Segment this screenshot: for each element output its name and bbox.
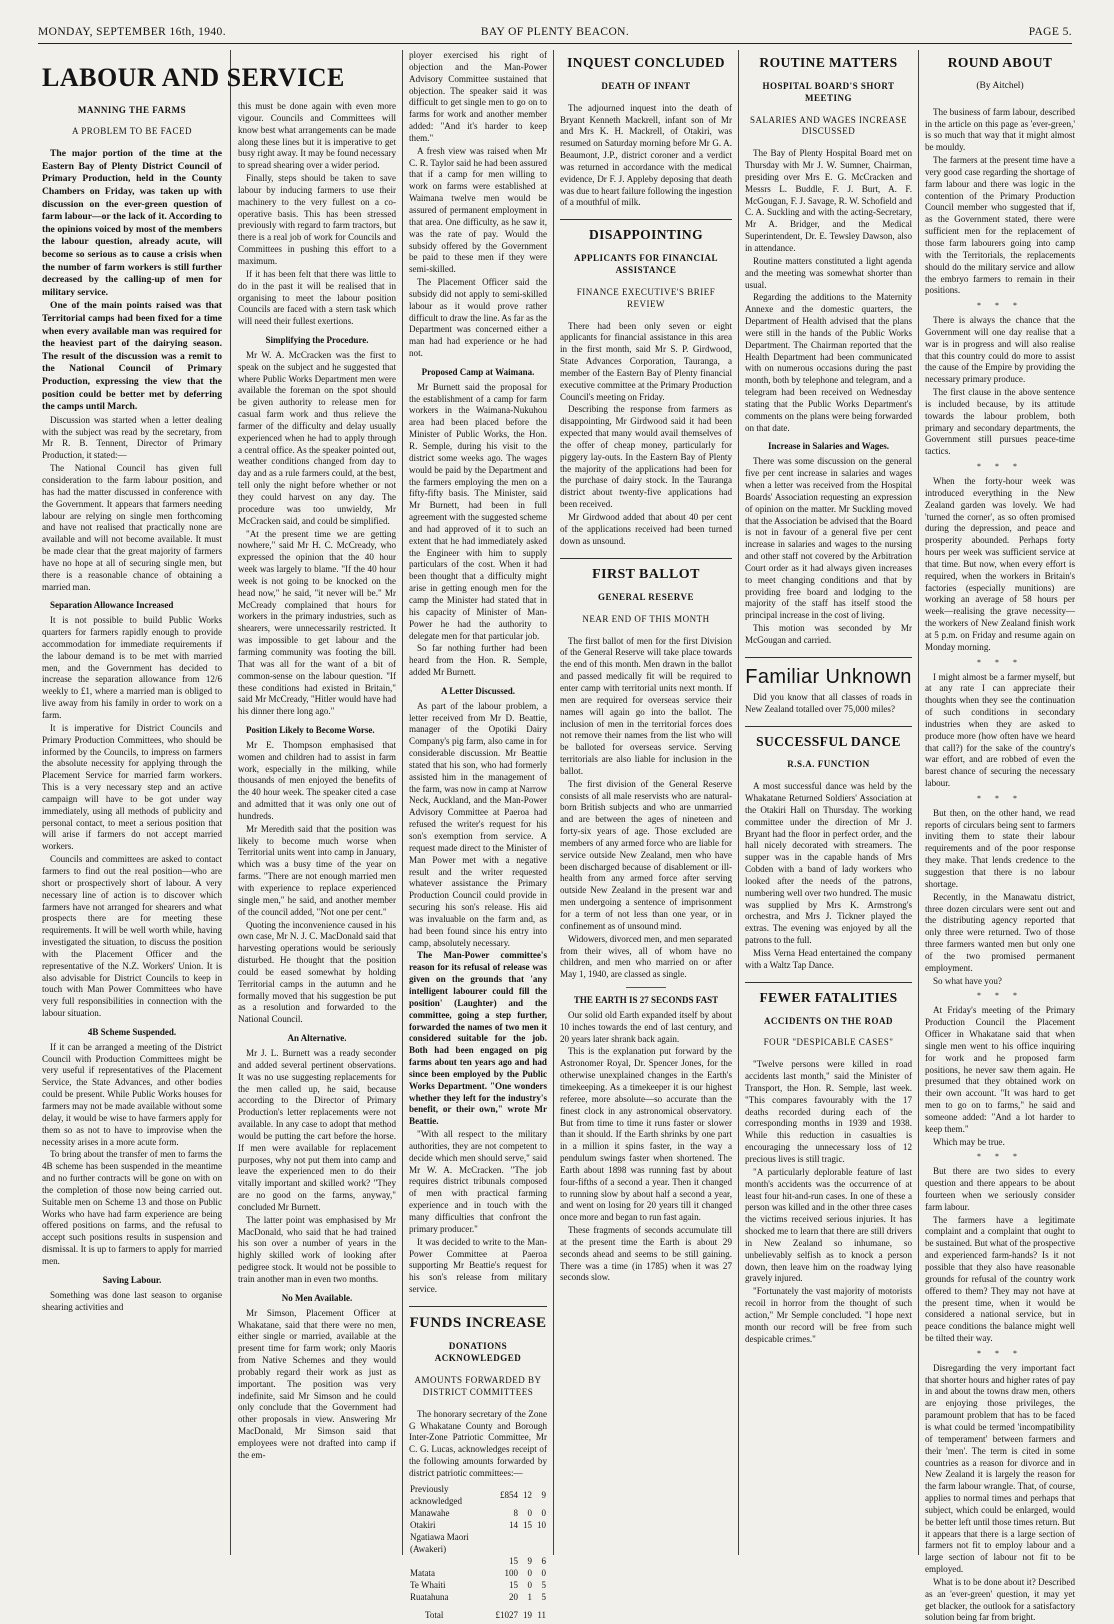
funds-subheading: DONATIONS ACKNOWLEDGED (434, 1341, 522, 1364)
funds-row (409, 1483, 547, 1507)
page-number: PAGE 5. (1028, 26, 1072, 38)
funds-shillings-cell (519, 1531, 533, 1555)
article-paragraph: Regarding the additions to the Maternity Annexe and the domestic quarters, the Department of Health advised that the plans were still in the hands of the Public Works Department. The Chairman reported that the Health Department had been communicated with on numerous occasions during the past month, both by telephone and telegram, and a telegram had been received on Wednesday stating that the Public Works Department's comments on the plans were being forwarded on that date. (745, 292, 912, 433)
article-paragraph: Widowers, divorced men, and men separated from their wives, all of whom have no children, and men who married on or after May 1, 1940, are classed as single. (560, 933, 732, 980)
article-paragraph: The first ballot of men for the first Division of the General Reserve will take place towards the end of this month. Men drawn in the ballot and passed medically fit will be required to enter camp with territorial units next month. If men are required for overseas service their names will again go into the ballot. The inclusion of men in the territorial forces does not remove their names from the list who will be balloted for overseas service. Serving territorials are also liable for inclusion in the ballot. (560, 635, 732, 776)
article-paragraph: Mr W. A. McCracken was the first to speak on the subject and he suggested that where Public Works Department men were available the foreman on the spot should be given authority to release men for casual farm work and thus relieve the farmer of the difficulty and delay usually experienced when he had to apply through a central office. As the speaker pointed out, weather conditions changed from day to day and as a rule farmers could, at the best, tell only the night before whether or not they could harvest on any day. The procedure was too unwieldy, Mr McCracken said, and could be simplified. (238, 349, 396, 526)
column-5 (745, 50, 912, 1560)
masthead (38, 26, 1072, 44)
fewer-subheading: ACCIDENTS ON THE ROAD (763, 1015, 894, 1026)
funds-pence-cell: 5 (541, 1591, 546, 1602)
column-rule (738, 50, 739, 1555)
funds-shillings-cell: 1 (527, 1591, 532, 1602)
funds-shillings-cell: 12 (523, 1489, 532, 1500)
article-paragraph: "At the present time we are getting nowhere," said Mr H. C. McCready, who expressed the opinion that the 40 hour week was largely to blame. "If the 40 hour week is not going to be knocked on the head now," he said, "it never will be." Mr McCready complained that hours for workers in the primary industries, such as shearers, were unnecessarily restricted. It was impossible to get labour and the farming community was footing the bill. That was all for the want of a bit of common-sense on the labour question. "If these conditions had existed in Britain," said Mr McCready, "Hitler would have had his dinner there long ago." (238, 528, 396, 717)
article-paragraph-bold: The Man-Power committee's reason for its refusal of release was given on the grounds that 'any intelligent labourer could fill the position' (Laughter) and the committee, going a step further, forwarded the names of two men it considered suitable for the job. Both had been engaged on pig farms about ten years ago and had since been employed by the Public Works Department. "One wonders whether they left for the industry's benefit, or their own," wrote Mr Beattie. (409, 950, 547, 1127)
funds-label-cell: Previously acknowledged (410, 1483, 462, 1506)
funds-pence-cell: 5 (541, 1579, 546, 1590)
article-paragraph: To bring about the transfer of men to farms the 4B scheme has been suspended in the meantime and no further contracts will be gone on with on the completion of those now being carried out. Suitable men on Scheme 13 and those on Public Works who have had farm experience are being offered positions on farms, and the refusal to accept such positions results in suspension and dismissal. It is up to farmers to apply for married men. (42, 1149, 222, 1266)
stars-divider: * * * (977, 991, 1023, 1001)
side-heading: An Alternative. (287, 1033, 347, 1044)
side-heading: Separation Allowance Increased (50, 600, 174, 611)
article-paragraph: Mr J. L. Burnett was a ready seconder and added several pertinent observations. It was no use suggesting replacements for the men called up, he said, because according to the Director of Primary Production's letter replacements were not available. In any case to adopt that method would be putting the cart before the horse. If men were available for replacement purposes, why not put them into camp and leave the experienced men to do their vitally important and skilled work? "They are no good on the farms, anyway," concluded Mr Burnett. (238, 1047, 396, 1212)
funds-pence-cell: 11 (537, 1609, 546, 1620)
column-3 (409, 50, 547, 1620)
article-paragraph: ployer exercised his right of objection and the Man-Power Advisory Committee sustained that objection. The speaker said it was difficult to get single men to go on to farms for work and another member added: "And it's harder to keep them." (409, 50, 547, 143)
funds-pence-cell: 9 (541, 1489, 546, 1500)
side-heading: Position Likely to Become Worse. (246, 725, 375, 736)
article-paragraph: The Placement Officer said the subsidy did not apply to semi-skilled labour as it would prove rather difficult to draw the line. As far as the Department was concerned either a man had had experience or he had not. (409, 277, 547, 359)
section-divider (560, 219, 732, 220)
section-divider (745, 657, 912, 658)
funds-table (409, 1483, 547, 1621)
funds-pounds-cell: £854 (500, 1489, 518, 1500)
funds-pounds-cell (495, 1531, 520, 1555)
article-paragraph: Did you know that all classes of roads in New Zealand totalled over 75,000 miles? (745, 691, 912, 714)
round-headline: ROUND ABOUT (947, 55, 1053, 70)
article-paragraph: "Fortunately the vast majority of motorists recoil in horror from the thought of such action," Mr Semple concluded. "I hope next month our record will be free from such despicable crimes." (745, 1286, 912, 1344)
article-paragraph: It is not possible to build Public Works quarters for farmers rapidly enough to provide accommodation for immediate requirements if the labour demand is to be met with married men, and the Government has decided to increase the separation allowance from 12/6 weekly to £1, where a married man is obliged to live away from his family in order to work on a farm. (42, 615, 222, 720)
article-paragraph: But then, on the other hand, we read reports of circulars being sent to farmers inviting them to state their labour requirements and of the poor response they make. That lends credence to the suggestion that there is no labour shortage. (925, 807, 1075, 889)
article-paragraph: Councils and committees are asked to contact farmers to find out the real position—who are short or prospectively short of labour. A very necessary line of action is to discover which farmers have not arranged for shearers and what prospects there are for meeting these requirements. It will be well worth while, having investigated the situation, to discuss the position with the Placement Officer and the representative of the N.Z. Workers' Union. It is also advisable for District Councils to keep in touch with Man Power Committees who have very full responsibilities in connection with the labour situation. (42, 854, 222, 1019)
funds-pence-cell: 6 (541, 1555, 546, 1566)
side-heading: A Letter Discussed. (440, 685, 516, 696)
routine-subheading-2: SALARIES AND WAGES INCREASE DISCUSSED (749, 114, 908, 137)
funds-pounds-cell: 15 (509, 1555, 518, 1566)
funds-shillings-cell: 0 (527, 1567, 532, 1578)
article-paragraph: If it can be arranged a meeting of the District Council with Production Committees might be very useful if representatives of the Placement Service, the State Advances, and other bodies could be present. While Public Works houses for farmers may not be made available without some delay, it would be wise to have farmers apply for them so as not to have to improvise when the necessity arises in a more acute form. (42, 1041, 222, 1147)
stars-divider: * * * (977, 1348, 1023, 1358)
article-paragraph: As part of the labour problem, a letter received from Mr D. Beattie, manager of the Opotiki Dairy Company's pig farm, also came in for considerable discussion. Mr Beattie stated that his son, who had formerly assisted him in the management of the farm, was now in camp at Narrow Neck, Auckland, and the Man-Power Advisory Committee at Paeroa had refused the writer's request for his son's exemption from service. A request made direct to the Minister of Man Power met with a negative result and the writer requested whatever assistance the Primary Production Council could provide in securing his son's release. His aid was invaluable on the farm and, as had been found since his entry into camp, absolutely necessary. (409, 700, 547, 948)
article-paragraph: Mr Girdwood added that about 40 per cent of the applications received had been turned down as unsound. (560, 512, 732, 546)
funds-label-cell: Ngatiawa Maori (Awakeri) (410, 1531, 469, 1554)
article-paragraph: Disregarding the very important fact that shorter hours and higher rates of pay in and about the towns draw men, others are enjoying those privileges, the paramount problem that has to be faced is what could be termed 'incompatibility of temperament' between farmers and their 'men'. The term is cited in some countries as a reason for divorce and in New Zealand it is largely the reason for the farm labour wrangle. That, of course, applies to normal times and perhaps that subject, which could be enlarged, would be better left until those times return. But it appears that there is a large section of farmers not fit to employ labour and a large section of labour not fit to be employed. (925, 1362, 1076, 1575)
article-paragraph: But there are two sides to every question and there appears to be about fourteen when we seriously consider farm labour. (925, 1166, 1075, 1212)
article-paragraph: this must be done again with even more vigour. Councils and Committees will know best what arrangements can be made along these lines but it is imperative to get busy right away. It may be found necessary to spread shearing over a wider period. (238, 101, 396, 171)
section-divider (745, 982, 912, 983)
article-paragraph: There had been only seven or eight applicants for financial assistance in this area in the first month, said Mr S. P. Girdwood, State Advances Corporation, Tauranga, a member of the Eastern Bay of Plenty financial executive committee at the Primary Production Council's meeting on Friday. (560, 320, 732, 402)
article-paragraph: Mr Meredith said that the position was likely to become much worse when Territorial units went into camp in January, which was a busy time of the year on farms. "There are not enough married men with experience to replace experienced single men," he said, and another member of the council added, "Not one per cent." (238, 823, 396, 917)
article-paragraph: If it has been felt that there was little to do in the past it will be realised that in organising to meet the labour position Councils are faced with a stern task which will need their fullest exertions. (238, 268, 396, 327)
labour-lead-paragraph-2: One of the main points raised was that Territorial camps had been fixed for a time when every available man was required for the heaviest part of the dairying season. The result of the discussion was a remit to the National Council of Primary Production, expressing the view that the position could be better met by deferring the camps until March. (42, 300, 222, 413)
article-paragraph: When the forty-hour week was introduced everything in the New Zealand garden was lovely. We had 'turned the corner', as so often promised during the depression, and peace and prosperity abounded. Perhaps forty hours per week was sufficient service at that time. But now, when every effort is required, when the workers in Britain's factories (especially munitions) are working an average of 58 hours per week—realising the grave necessity—the workers of New Zealand finish work at 5 p.m. on Friday and resume again on Monday morning. (925, 476, 1075, 652)
funds-pence-cell (533, 1531, 547, 1555)
fewer-headline: FEWER FATALITIES (759, 989, 898, 1005)
article-paragraph: A most successful dance was held by the Whakatane Returned Soldiers' Association at the Otakiri Hall on Thursday. The working committee under the direction of Mr J. Bryant had the floor in perfect order, and the hall nicely decorated with streamers. The supper was in the capable hands of Mrs Cobden with a band of lady workers who looked after the needs of the patrons, numbering well over two hundred. The music was supplied by Mrs K. Armstrong's orchestra, and Mrs J. Tickner played the extras. The evening was enjoyed by all the patrons to the full. (745, 781, 912, 946)
article-paragraph: The honorary secretary of the Zone G Whakatane County and Borough Inter-Zone Patriotic Committee, Mr C. G. Lucas, acknowledges receipt of the following amounts forwarded by district patriotic committees:— (409, 1408, 547, 1478)
column-2 (238, 101, 396, 1611)
article-paragraph: There is always the chance that the Government will one day realise that a war is in progress and will also realise that this country could do more to assist the cause of the Empire by providing the necessary primary produce. (925, 315, 1075, 385)
labour-headline: LABOUR AND SERVICE (42, 63, 345, 92)
side-heading: Saving Labour. (102, 1274, 162, 1285)
funds-row (409, 1507, 547, 1519)
funds-pounds-cell: £1027 (495, 1609, 518, 1620)
funds-row (409, 1555, 547, 1567)
article-paragraph: This is the explanation put forward by the Astronomer Royal, Dr. Spencer Jones, for the otherwise unexplained changes in the Earth's timekeeping. As a timekeeper it is our highest referee, more absolute—so accurate than the finest clock in any astronomical observatory. But from time to time it runs faster or slower than it should. If the Earth shrinks by one part in a million it spins faster, in the way a pendulum swings faster when shortened. The Earth about 1898 was running fast by about four-fifths of a second a year. Then it changed to running slow by about half a second a year, and went on losing for 20 years till it changed once more and began to run fast again. (560, 1046, 732, 1223)
byline: (By Aitchel) (976, 80, 1024, 91)
article-paragraph: At Friday's meeting of the Primary Production Council the Placement Officer in Whakatane said that when single men went to his office inquiring for work and he proposed farm positions, he never saw them again. He presumed that they obtained work on their own account. "It was hard to get men to go on to farms," he said and someone added: "And a lot harder to keep them." (925, 1005, 1075, 1134)
column-4 (560, 50, 732, 1560)
disappointing-subheading: APPLICANTS FOR FINANCIAL ASSISTANCE (573, 253, 718, 275)
funds-shillings-cell: 9 (527, 1555, 532, 1566)
funds-row (409, 1567, 547, 1579)
article-paragraph: Recently, in the Manawatu district, three dozen circulars were sent out and the distributing agency reported that only three were returned. Two of those three farmers wanted men but only one of the two promised permanent employment. (925, 891, 1075, 973)
funds-row (409, 1579, 547, 1591)
article-paragraph: The adjourned inquest into the death of Bryant Kenneth Mackrell, infant son of Mr and Mrs K. H. Mackrell, of Otakiri, was resumed on Saturday morning before Mr G. A. Beaumont, J.P., district coroner and a verdict was returned in accordance with the medical evidence, Dr F. J. Appleby deposing that death was due to heart failure following the ingestion of a mouthful of milk. (560, 102, 732, 208)
article-paragraph: So what have you? (933, 975, 1002, 986)
column-rule (402, 50, 403, 1555)
side-heading: Increase in Salaries and Wages. (768, 441, 889, 452)
dance-headline: SUCCESSFUL DANCE (756, 733, 901, 749)
article-paragraph: What is to be done about it? Described as an 'ever-green' question, it may yet get blacker, the outlook for a satisfactory solution being far from bright. (925, 1576, 1075, 1623)
section-divider (745, 726, 912, 727)
column-rule (553, 50, 554, 1555)
article-paragraph: It is imperative for District Councils and Primary Production Committees, who should be informed by the Councils, to impress on farmers the absolute necessity for applying through the Placement Service for married farm workers. This is a very necessary step and an active campaign will have to be got under way immediately, using all methods of publicity and personal contact, to meet a serious position that will arise if farmers do not accept married workers. (42, 722, 222, 852)
article-paragraph: Finally, steps should be taken to save labour by inducing farmers to use their machinery to the very fullest on a co-operative basis. This has been stressed previously with regard to farm tractors, but there is a real job of work for Councils and Committees in pushing this effort to a maximum. (238, 173, 396, 266)
funds-label-cell: Total (425, 1609, 444, 1620)
section-divider (409, 1306, 547, 1307)
funds-shillings-cell: 15 (523, 1519, 532, 1530)
article-paragraph: Discussion was started when a letter dealing with the subject was read by the secretary, from Mr R. B. Tennent, Director of Primary Production, it stated:— (42, 414, 222, 461)
article-paragraph: The farmers at the present time have a very good case regarding the shortage of farm labour and there was logic in the contention of the Primary Production Council member who suggested that if, as the Government stated, there were sufficient men for the replacement of those farm labourers going into camp with the Territorials, the replacements should do the military service and allow the embryo farmers to remain in their positions. (925, 155, 1075, 296)
funds-row (409, 1531, 547, 1555)
funds-pounds-cell: 100 (504, 1567, 518, 1578)
side-heading: THE EARTH IS 27 SECONDS FAST (573, 995, 719, 1006)
short-divider (626, 987, 666, 988)
article-paragraph: I might almost be a farmer myself, but at any rate I can appreciate their thoughts when they see the continuation of such conditions in secondary industries when they are asked to produce more (how often have we heard that call?) for the sake of the country's war effort, and are robbed of even the barest chance of securing the necessary labour. (925, 671, 1075, 789)
article-paragraph: Describing the response from farmers as disappointing, Mr Girdwood said it had been expected that many would avail themselves of the offer of cheap money, particularly for piggery lay-outs. In the Eastern Bay of Plenty the majority of the applications had been for the purchase of dairy stock. In the Tauranga district about twenty-five applications had been received. (560, 404, 732, 510)
labour-lead-paragraph: The major portion of the time at the Eastern Bay of Plenty District Council of Primary Production, held in the County Chambers on Friday, was taken up with discussion on the ever-green question of farm labour—or the lack of it. According to the opinions voiced by most of the members the labour question, already acute, will become so serious as to cause a crisis when the number of farm workers is still further decreased by the calling-up of men for military service. (42, 148, 222, 298)
routine-headline: ROUTINE MATTERS (759, 55, 898, 70)
side-heading: No Men Available. (281, 1292, 353, 1303)
article-paragraph: Mr Simson, Placement Officer at Whakatane, said that there were no men, either single or married, available at the present time for farm work; only Maoris from Native Schemes and they would probably regard their work as just as important. The position was very indefinite, said Mr Simson and he could only conclude that the Government had other proposals in view. Answering Mr MacDonald, Mr Simson said that employees were not drafted into camp if the em- (238, 1307, 396, 1460)
stars-divider: * * * (977, 1152, 1023, 1162)
side-heading: Simplifying the Procedure. (265, 335, 369, 346)
funds-pounds-cell: 15 (509, 1579, 518, 1590)
funds-label-cell: Otakiri (410, 1519, 436, 1530)
funds-label-cell: Manawahe (410, 1507, 450, 1518)
side-heading: Proposed Camp at Waimana. (421, 366, 535, 377)
article-paragraph: So far nothing further had been heard from the Hon. R. Semple, added Mr Burnett. (409, 643, 547, 678)
article-paragraph: Quoting the inconvenience caused in his own case, Mr N. J. C. MacDonald said that harvesting operations would be seriously disturbed. He thought that the position could be eased somewhat by holding Territorial camps in the autumn and he formally moved that his suggestion be put as a resolution and forwarded to the National Council. (238, 919, 396, 1025)
funds-subheading-2: AMOUNTS FORWARDED BY DISTRICT COMMITTEES (414, 1375, 542, 1397)
side-heading: 4B Scheme Suspended. (87, 1026, 177, 1037)
article-paragraph: Mr Burnett said the proposal for the establishment of a camp for farm workers in the Waimana-Nukuhou area had been placed before the Minister of Public Works, the Hon. R. Semple, during his visit to the district some weeks ago. The wages would be paid by the Department and the farmers employing the men on a fifty-fifty basis. The Minister, said Mr Burnett, had been in full agreement with the suggested scheme and had approved of it to such an extent that he had immediately asked the Engineer with him to supply particulars of the cost. When it had been thought that a difficulty might arise in getting enough men for the camp the Minister had stated that in his capacity of Minister of Man-Power he had the authority to delegate men for that particular job. (409, 381, 547, 641)
funds-label-cell: Te Whaiti (410, 1579, 446, 1590)
disappointing-headline: DISAPPOINTING (589, 227, 703, 243)
issue-date: MONDAY, SEPTEMBER 16th, 1940. (38, 26, 226, 38)
stars-divider: * * * (977, 793, 1023, 803)
stars-divider: * * * (977, 301, 1023, 311)
article-paragraph: The Bay of Plenty Hospital Board met on Thursday with Mr J. W. Sumner, Chairman, presiding over Mrs E. G. McCracken and Messrs L. Buddle, F. J. Burt, A. F. McGougan, F. J. Savage, R. W. Schofield and C. A. Suckling and with the acting-Secretary, Mr A. Bridger, and the Medical Superintendent, Dr. E. Tewsley Dawson, also in attendance. (745, 148, 912, 253)
funds-pence-cell: 0 (541, 1567, 546, 1578)
funds-shillings-cell: 19 (523, 1609, 532, 1620)
funds-shillings-cell: 0 (527, 1507, 532, 1518)
labour-subheading-2: A PROBLEM TO BE FACED (71, 126, 193, 137)
article-paragraph: "With all respect to the military authorities, they are not competent to decide which men should serve," said Mr W. A. McCracken. "The job requires district tribunals composed of men with practical farming experience and in touch with the many difficulties that confront the primary producer." (409, 1129, 547, 1234)
fewer-subheading-2: FOUR "DESPICABLE CASES" (763, 1037, 894, 1048)
article-paragraph: "Twelve persons were killed in road accidents last month," said the Minister of Transport, the Hon. R. Semple, last week. "This compares favourably with the 17 deaths recorded during each of the corresponding months in 1939 and 1938. While this reduction in casualties is encouraging the unnecessary loss of 12 precious lives is still tragic. (745, 1059, 912, 1164)
funds-pence-cell: 10 (537, 1519, 546, 1530)
disappointing-subheading-2: FINANCE EXECUTIVE'S BRIEF REVIEW (576, 286, 716, 309)
article-paragraph: Our solid old Earth expanded itself by about 10 inches towards the end of last century, and 20 years later shrank back again. (560, 1009, 732, 1044)
article-paragraph: The National Council has given full consideration to the farm labour position, and has had the matter discussed in conference with the Government. It appears that farmers needing labour are relying on single men forthcoming and have not realised that practically none are available and will not become available. It must be made clear that the great majority of farmers have no hope at all of securing single men, but there is a reasonable chance of obtaining a married man. (42, 463, 222, 592)
funds-total-row (409, 1603, 547, 1621)
inquest-headline: INQUEST CONCLUDED (567, 55, 725, 70)
article-paragraph: The latter point was emphasised by Mr MacDonald, who said that he had trained his son over a number of years in the highly skilled work of looking after pedigree stock. It would not be possible to train another man in even two months. (238, 1214, 396, 1284)
column-6 (925, 50, 1076, 1623)
article-paragraph: It was decided to write to the Man-Power Committee at Paeroa supporting Mr Beattie's request for his son's release from military service. (409, 1236, 547, 1295)
funds-pounds-cell: 8 (513, 1507, 518, 1518)
article-paragraph: Mr E. Thompson emphasised that women and children had to assist in farm work, especially in the milking, while thousands of men enjoyed the benefits of the 40 hour week. The speaker cited a case and admitted that it was only one out of hundreds. (238, 739, 396, 821)
article-paragraph: Something was done last season to organise shearing activities and (42, 1289, 222, 1312)
article-paragraph: There was some discussion on the general five per cent increase in salaries and wages when a letter was received from the Hospital Boards' Association requesting an expression of opinion on the matter. Mr Suckling moved that the Association be advised that the Board is not in favour of a general five per cent increase in salaries and wages to the nursing and other staff not covered by the Arbitration Court order as it had always given increases to meet changing conditions and that by providing free board and lodging to the majority of the staff has itself stood the principal increase in the cost of living. (745, 456, 912, 621)
article-paragraph: The business of farm labour, described in the article on this page as 'ever-green,' is so much that way that it might almost be mouldy. (925, 106, 1075, 153)
article-paragraph: The farmers have a legitimate complaint and a complaint that ought to be sustained. But what of the prospective and experienced farm-hands? Is it not possible that they also have reasonable grounds for refusal of the country work offered to them? They may not have at the present time, when it would be considered a national service, but in peace conditions the balance might well be tilted their way. (925, 1214, 1075, 1344)
article-paragraph: This motion was seconded by Mr McGougan and carried. (745, 623, 912, 645)
stars-divider: * * * (977, 462, 1023, 472)
inquest-subheading: DEATH OF INFANT (601, 80, 691, 91)
stars-divider: * * * (977, 657, 1023, 667)
funds-pounds-cell: 14 (509, 1519, 518, 1530)
article-paragraph: The first clause in the above sentence is included because, by its attitude towards the labour problem, both primary and secondary departments, the Government still pursues peace-time tactics. (925, 387, 1075, 457)
article-paragraph: Miss Verna Head entertained the company with a Waltz Tap Dance. (745, 948, 912, 970)
routine-subheading: HOSPITAL BOARD'S SHORT MEETING (762, 80, 895, 103)
column-rule (918, 50, 919, 1555)
article-paragraph: "A particularly deplorable feature of last month's accidents was the occurrence of at least four hit-and-run cases. In one of these a person was killed and in the other three cases the victims received serious injuries. It has shocked me to learn that there are still drivers in New Zealand so inhumane, so unbelievably selfish as to knock a person down, then leave him on the roadway lying gravely injured. (745, 1166, 912, 1284)
section-divider (560, 558, 732, 559)
funds-shillings-cell: 0 (527, 1579, 532, 1590)
article-paragraph: Which may be true. (933, 1136, 1005, 1147)
familiar-headline: Familiar Unknown (745, 665, 912, 688)
funds-pence-cell: 0 (541, 1507, 546, 1518)
funds-row (409, 1591, 547, 1603)
article-paragraph: The first division of the General Reserve consists of all male reservists who are natural-born British subjects and who are unmarried and are between the ages of nineteen and forty-six years of age. Those excluded are members of any armed force who are liable for service outside New Zealand, men who have been discharged because of disablement or ill-health from any armed force after serving outside New Zealand in the present war and men undergoing a sentence of imprisonment for a term of not less than one year, or in confinement as of unsound mind. (560, 778, 732, 931)
dance-subheading: R.S.A. FUNCTION (787, 759, 870, 770)
ballot-subheading-2: NEAR END OF THIS MONTH (582, 613, 710, 624)
funds-pounds-cell: 20 (509, 1591, 518, 1602)
ballot-subheading: GENERAL RESERVE (598, 591, 694, 602)
newspaper-title: BAY OF PLENTY BEACON. (480, 26, 630, 38)
article-paragraph: Routine matters constituted a light agenda and the meeting was somewhat shorter than usual. (745, 255, 912, 290)
article-paragraph: A fresh view was raised when Mr C. R. Taylor said he had been assured that if a camp for men willing to work on farms were established at Waimana twelve men would be assured of permanent employment in that area. One difficulty, as he saw it, was the rate of pay. Would the subsidy offered by the Government be paid to these men if they were semi-skilled. (409, 145, 547, 275)
labour-subheading: MANNING THE FARMS (77, 104, 187, 115)
column-rule (230, 50, 231, 1555)
article-paragraph: These fragments of seconds accumulate till at the present time the Earth is about 29 seconds ahead and seems to be still gaining. There was a time (in 1785) when it was 27 seconds slow. (560, 1225, 732, 1283)
funds-label-cell: Matata (410, 1567, 435, 1578)
ballot-headline: FIRST BALLOT (592, 566, 700, 582)
funds-label-cell: Ruatahuna (410, 1591, 449, 1602)
funds-headline: FUNDS INCREASE (409, 1314, 547, 1331)
funds-label-cell (409, 1555, 495, 1567)
funds-row (409, 1519, 547, 1531)
